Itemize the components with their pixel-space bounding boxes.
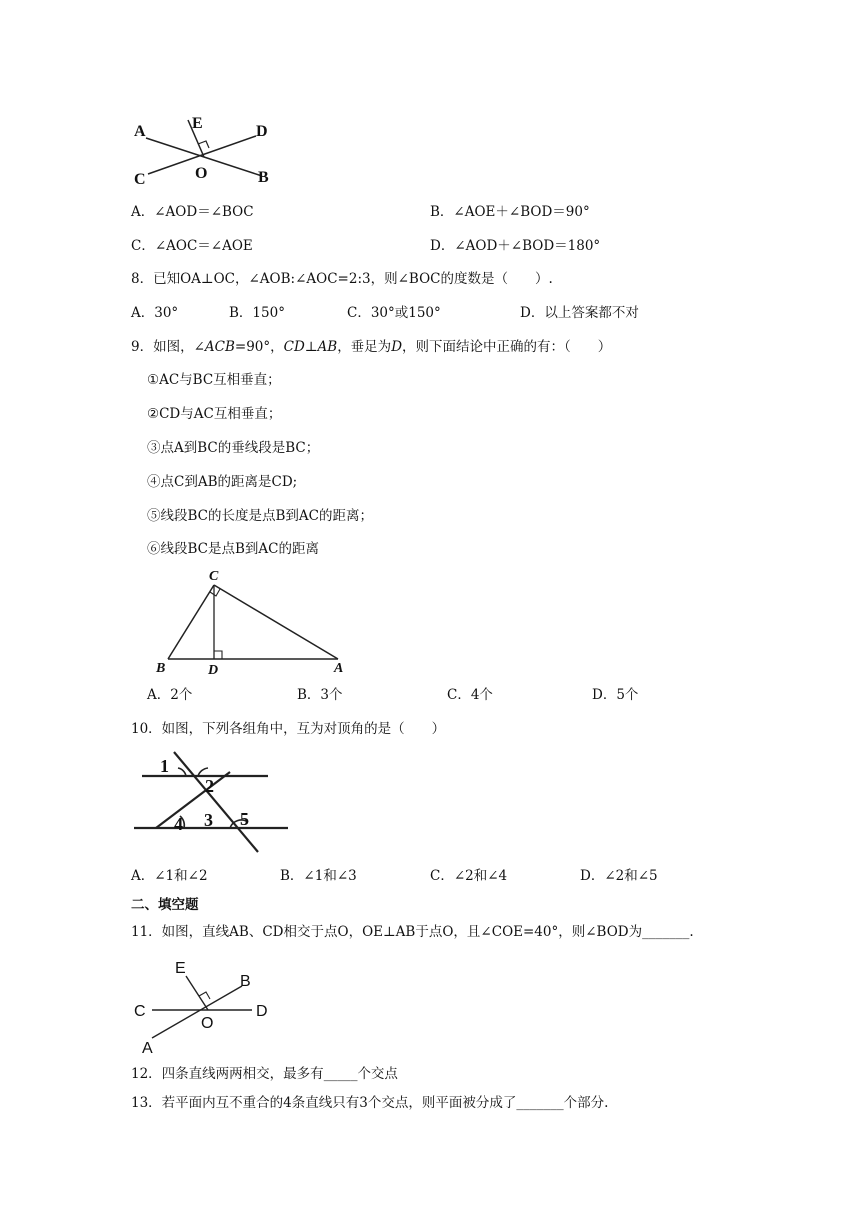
q8-option-b: B．150°	[229, 305, 285, 321]
q11-blank: _______	[642, 924, 690, 940]
q9-stem-mid1: =90°，	[234, 339, 284, 355]
q11-stem-pre: 11．如图，直线AB、CD相交于点O，OE⊥AB于点O，且∠COE=40°，则∠BOD为	[131, 924, 643, 940]
q11-label-d: D	[256, 1003, 268, 1020]
q9-option-b: B．3个	[297, 687, 343, 703]
q10-label-5: 5	[240, 809, 249, 829]
q13-stem-pre: 13．若平面内互不重合的4条直线只有3个交点，则平面被分成了	[131, 1095, 517, 1111]
q7-label-e: E	[192, 115, 203, 132]
q9-option-a: A．2个	[147, 687, 193, 703]
q10-label-1: 1	[160, 756, 169, 776]
q9-item-6: ⑥线段BC是点B到AC的距离	[147, 541, 319, 557]
q11-label-a: A	[142, 1040, 153, 1056]
q10-figure	[130, 750, 290, 856]
q13-stem-post: 个部分.	[563, 1095, 609, 1111]
q9-stem-cdab: CD⊥AB	[283, 339, 338, 355]
q9-stem	[131, 337, 611, 357]
q12-stem-pre: 12．四条直线两两相交，最多有	[131, 1066, 324, 1082]
q11-figure	[130, 958, 280, 1056]
q7-option-a: A．∠AOD＝∠BOC	[131, 204, 254, 220]
q9-label-b: B	[156, 661, 166, 676]
q11-stem	[131, 922, 694, 942]
q11-stem-post: .	[689, 924, 694, 940]
q9-item-5: ⑤线段BC的长度是点B到AC的距离；	[147, 508, 373, 524]
q11-label-o: O	[201, 1015, 214, 1032]
q10-option-b: B．∠1和∠3	[280, 868, 357, 884]
q8-option-c: C．30°或150°	[347, 305, 441, 321]
q8-option-d: D．以上答案都不对	[520, 305, 639, 321]
q12-stem-post: 个交点	[357, 1066, 398, 1082]
q12-stem	[131, 1064, 398, 1084]
q10-label-3: 3	[204, 810, 213, 830]
q13-blank: _______	[516, 1095, 564, 1111]
q7-option-d: D．∠AOD＋∠BOD＝180°	[430, 238, 601, 254]
q9-item-1: ①AC与BC互相垂直；	[147, 372, 281, 388]
q7-label-d: D	[256, 123, 268, 140]
q9-label-d: D	[208, 663, 219, 678]
q8-option-a: A．30°	[131, 305, 179, 321]
q10-option-a: A．∠1和∠2	[131, 868, 208, 884]
q7-option-b: B．∠AOE＋∠BOD＝90°	[430, 204, 590, 220]
q10-label-2: 2	[205, 776, 214, 796]
q9-stem-acb: ∠ACB	[193, 339, 235, 355]
q9-stem-pre: 9．如图，	[131, 339, 194, 355]
q7-label-o: O	[195, 165, 208, 182]
q10-option-d: D．∠2和∠5	[580, 868, 658, 884]
q10-label-4: 4	[174, 814, 183, 834]
q9-stem-post: ，则下面结论中正确的有：（ ）	[402, 339, 612, 355]
q9-label-c: C	[209, 569, 219, 584]
q7-label-a: A	[134, 123, 146, 140]
q9-figure	[148, 566, 358, 678]
q7-figure	[128, 110, 288, 190]
q9-item-2: ②CD与AC互相垂直；	[147, 406, 282, 422]
q9-item-4: ④点C到AB的距离是CD;	[147, 474, 298, 490]
q9-option-c: C．4个	[447, 687, 493, 703]
q12-blank: _____	[323, 1066, 358, 1082]
q7-label-c: C	[134, 171, 146, 188]
q9-option-d: D．5个	[592, 687, 639, 703]
q11-label-b: B	[240, 973, 251, 990]
q9-stem-d: D	[391, 339, 403, 355]
section-title: 二、填空题	[131, 897, 199, 913]
q9-stem-mid2: ，垂足为	[337, 339, 392, 355]
q11-label-c: C	[134, 1003, 146, 1020]
q7-option-c: C．∠AOC＝∠AOE	[131, 238, 253, 254]
q10-option-c: C．∠2和∠4	[430, 868, 508, 884]
q11-label-e: E	[175, 960, 186, 977]
q8-stem: 8．已知OA⊥OC，∠AOB:∠AOC=2:3，则∠BOC的度数是（ ）.	[131, 271, 553, 287]
q13-stem	[131, 1093, 608, 1113]
q9-item-3: ③点A到BC的垂线段是BC；	[147, 440, 320, 456]
q9-label-a: A	[334, 661, 344, 676]
q10-stem: 10．如图，下列各组角中，互为对顶角的是（ ）	[131, 721, 446, 737]
q7-label-b: B	[258, 169, 269, 186]
